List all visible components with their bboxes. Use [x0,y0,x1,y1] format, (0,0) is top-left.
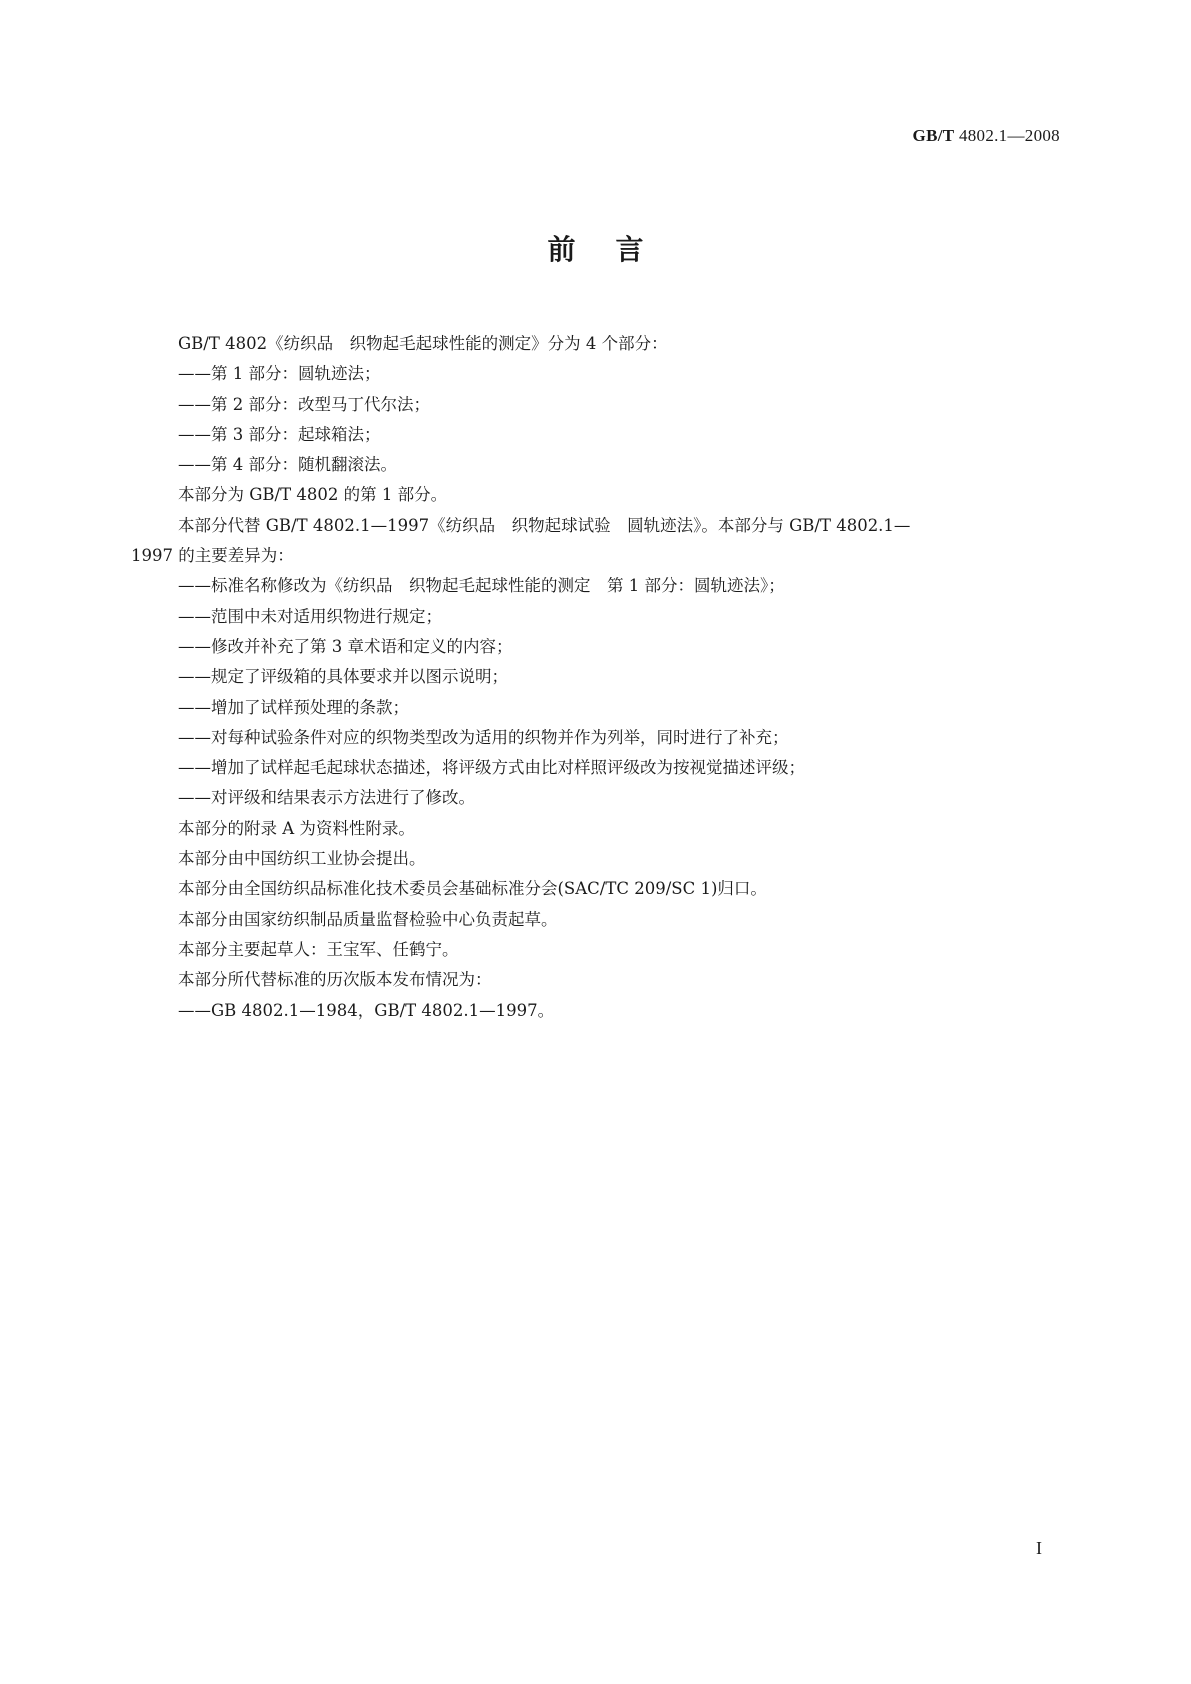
body-line: ——第 2 部分：改型马丁代尔法； [178,394,430,414]
body-line: 本部分由全国纺织品标准化技术委员会基础标准分会(SAC/TC 209/SC 1)归口。 [178,879,767,899]
body-line: ——增加了试样起毛起球状态描述，将评级方式由比对样照评级改为按视觉描述评级； [178,758,805,778]
body-line: ——第 4 部分：随机翻滚法。 [178,455,397,475]
body-line: ——第 3 部分：起球箱法； [178,424,381,444]
body-line: 本部分代替 GB/T 4802.1—1997《纺织品 织物起球试验 圆轨迹法》。本部分与 GB/T 4802.1— [178,515,911,535]
body-line: 本部分所代替标准的历次版本发布情况为： [178,970,492,990]
body-line: 本部分由中国纺织工业协会提出。 [178,849,426,869]
body-line: ——范围中未对适用织物进行规定； [178,606,442,626]
body-line: ——增加了试样预处理的条款； [178,697,409,717]
body-line: 本部分主要起草人：王宝军、任鹤宁。 [178,939,459,959]
foreword-body [131,329,1061,1026]
body-line: ——GB 4802.1—1984，GB/T 4802.1—1997。 [178,1000,555,1020]
standard-number [913,126,1060,146]
body-line: 本部分的附录 A 为资料性附录。 [178,818,415,838]
body-line: ——标准名称修改为《纺织品 织物起毛起球性能的测定 第 1 部分：圆轨迹法》； [178,576,785,596]
page-number: I [1036,1538,1042,1558]
standard-prefix: GB/T [912,126,955,145]
page-title: 前言 [547,233,684,266]
body-line: 1997 的主要差异为： [131,546,294,566]
body-line: ——对每种试验条件对应的织物类型改为适用的织物并作为列举，同时进行了补充； [178,727,789,747]
standard-code: 4802.1—2008 [958,126,1060,145]
body-line: ——第 1 部分：圆轨迹法； [178,364,381,384]
body-line: ——规定了评级箱的具体要求并以图示说明； [178,667,508,687]
body-line: 本部分由国家纺织制品质量监督检验中心负责起草。 [178,909,558,929]
body-line: ——对评级和结果表示方法进行了修改。 [178,788,475,808]
body-line: 本部分为 GB/T 4802 的第 1 部分。 [178,485,448,505]
body-line: ——修改并补充了第 3 章术语和定义的内容； [178,636,513,656]
body-line: GB/T 4802《纺织品 织物起毛起球性能的测定》分为 4 个部分： [178,334,668,353]
